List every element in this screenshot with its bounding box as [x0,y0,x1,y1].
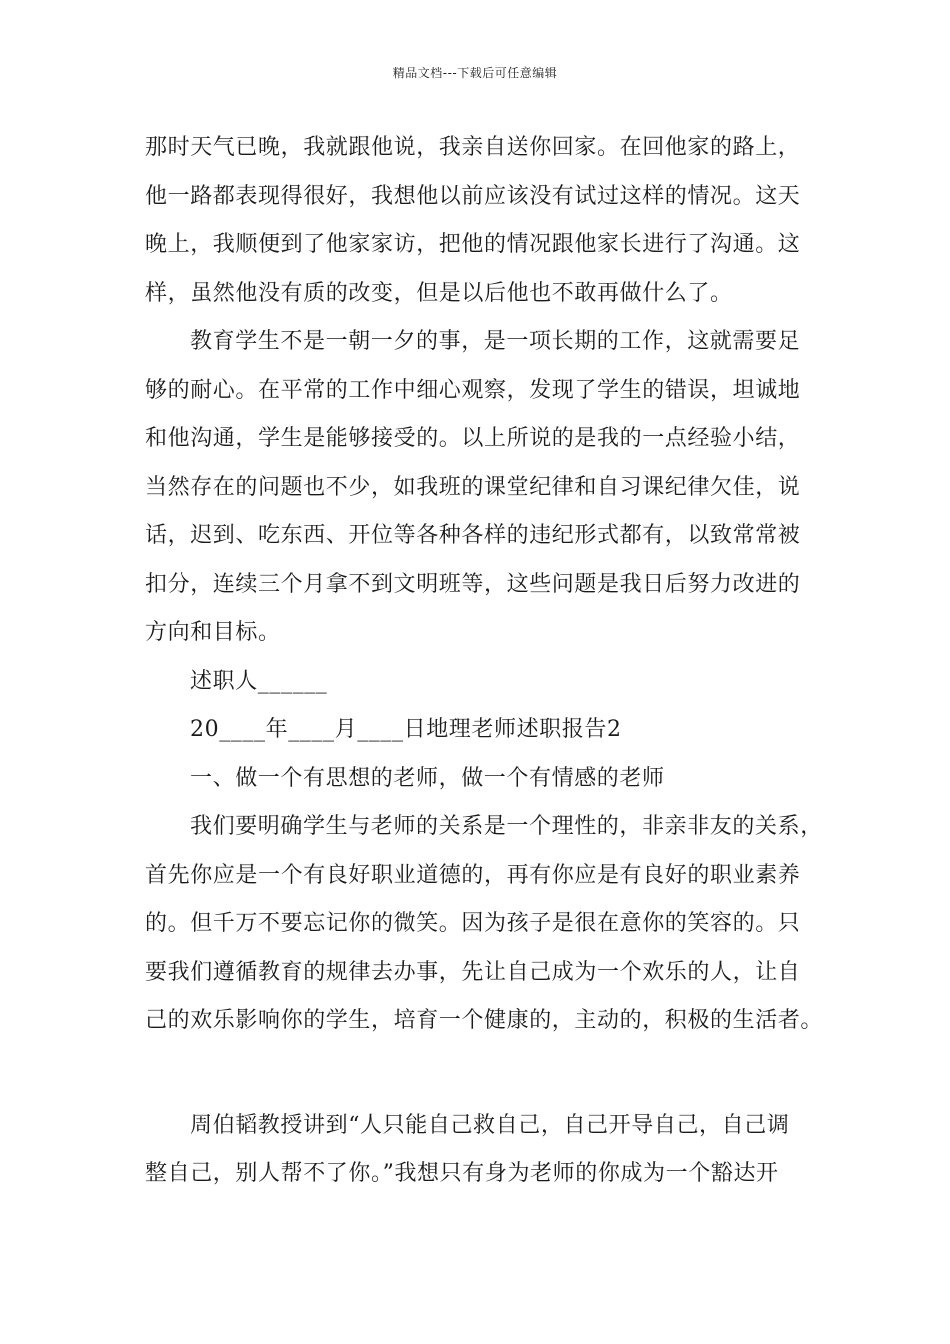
paragraph-gap [145,1046,815,1102]
text-line: 样，虽然他没有质的改变，但是以后他也不敢再做什么了。 [145,280,733,306]
text-line: 要我们遵循教育的规律去办事，先让自己成为一个欢乐的人，让自 [145,959,801,985]
text-line: 方向和目标。 [145,620,281,645]
text-line: 己的欢乐影响你的学生，培育一个健康的，主动的，积极的生活者。 [145,1008,824,1033]
text-line: 和他沟通，学生是能够接受的。以上所说的是我的一点经验小结， [145,426,801,451]
text-line: 首先你应是一个有良好职业道德的，再有你应是有良好的职业素养 [145,862,801,888]
text-line: 晚上，我顺便到了他家家访，把他的情况跟他家长进行了沟通。这 [145,232,801,257]
text-line: 扣分，连续三个月拿不到文明班等，这些问题是我日后努力改进的 [145,571,801,597]
text-line: 够的耐心。在平常的工作中细心观察，发现了学生的错误，坦诚地 [145,377,801,403]
document-body [145,124,824,1199]
text-line: 教育学生不是一朝一夕的事，是一项长期的工作，这就需要足 [190,329,801,354]
text-line: 话，迟到、吃东西、开位等各种各样的违纪形式都有，以致常常被 [145,523,801,548]
text-line: 整自己，别人帮不了你。”我想只有身为老师的你成为一个豁达开 [145,1161,779,1186]
text-line: 当然存在的问题也不少，如我班的课堂纪律和自习课纪律欠佳，说 [145,474,801,500]
signature-line: 述职人______ [190,668,328,694]
date-title-line: 20____年____月____日地理老师述职报告2 [190,717,622,742]
text-line: 我们要明确学生与老师的关系是一个理性的，非亲非友的关系， [190,814,823,839]
text-line: 周伯韬教授讲到“人只能自己救自己，自己开导自己，自己调 [190,1112,790,1138]
section-heading: 一、做一个有思想的老师，做一个有情感的老师 [190,765,665,791]
text-line: 那时天气已晚，我就跟他说，我亲自送你回家。在回他家的路上， [145,135,801,160]
page-header: 精品文档---下载后可任意编辑 [392,66,558,80]
text-line: 他一路都表现得很好，我想他以前应该没有试过这样的情况。这天 [145,183,801,209]
text-line: 的。但千万不要忘记你的微笑。因为孩子是很在意你的笑容的。只 [145,911,801,936]
